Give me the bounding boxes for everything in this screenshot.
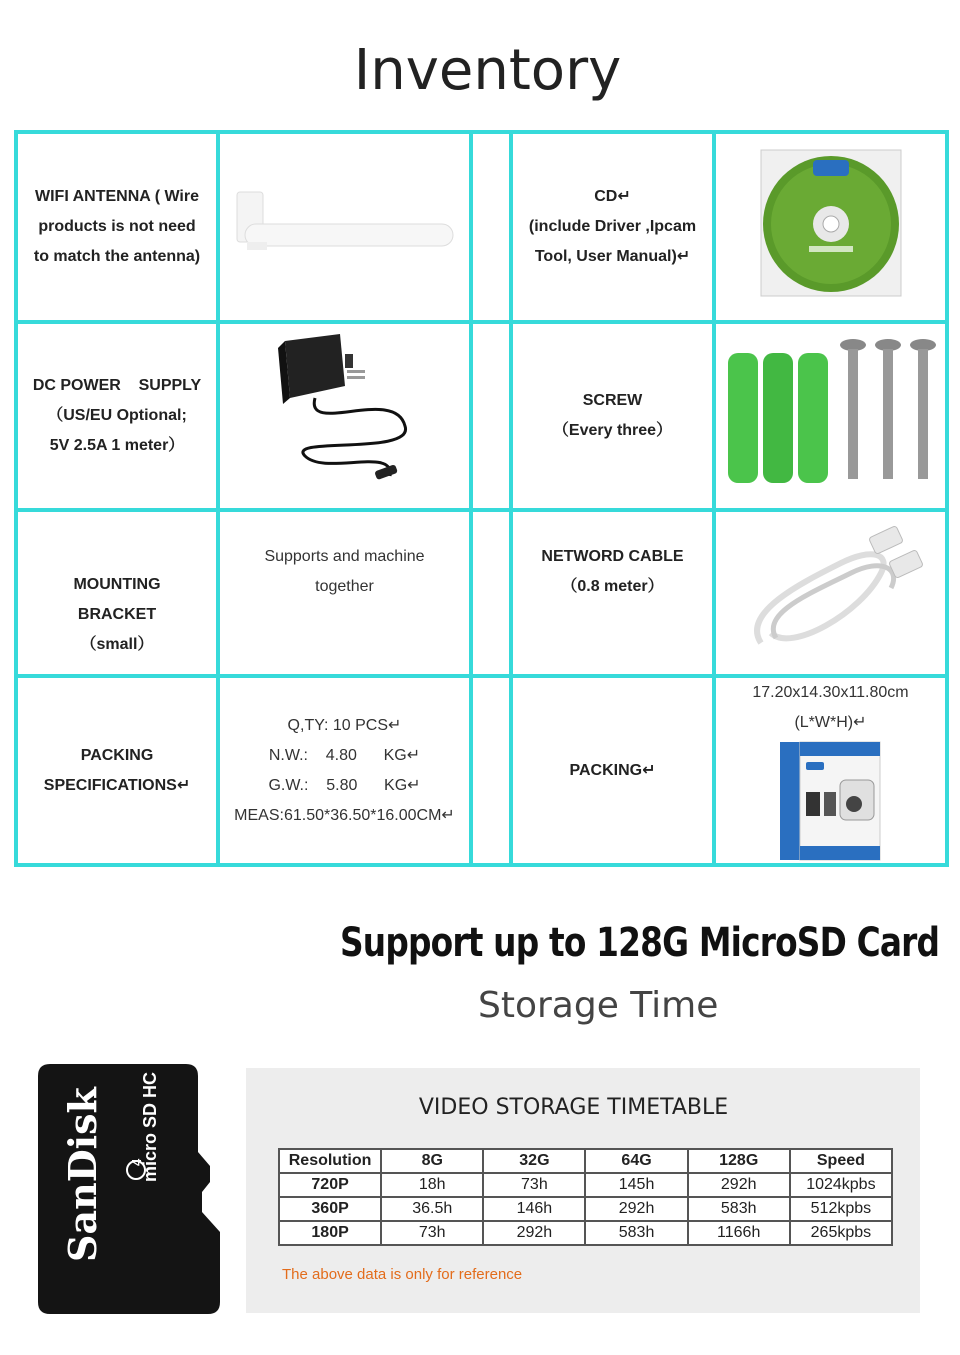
table-row [16, 510, 947, 676]
table-cell: 1166h [688, 1221, 790, 1245]
table-cell: 292h [483, 1221, 585, 1245]
page-title: Inventory [353, 38, 622, 103]
microsd-card-image [36, 1062, 226, 1317]
item-label-antenna: WIFI ANTENNA ( Wire products is not need to match the antenna) [16, 132, 218, 322]
antenna-image [218, 132, 471, 322]
card-class: 4 [129, 1158, 144, 1166]
table-row [16, 322, 947, 510]
column-header: Speed [790, 1149, 892, 1173]
table-cell: 360P [279, 1197, 381, 1221]
table-cell: 145h [585, 1173, 687, 1197]
storage-timetable [278, 1148, 893, 1246]
table-cell: 583h [688, 1197, 790, 1221]
network-cable-image [714, 510, 947, 676]
column-header: 8G [381, 1149, 483, 1173]
spacer-cell [471, 510, 511, 676]
table-cell: 73h [381, 1221, 483, 1245]
power-adapter-image [218, 322, 471, 510]
item-label-packing-specs: PACKING SPECIFICATIONS↵ [16, 676, 218, 865]
product-box-image [776, 738, 886, 863]
packing-specs-values: Q,TY: 10 PCS↵ N.W.: 4.80 KG↵ G.W.: 5.80 KG↵ MEAS:61.50*36.50*16.00CM↵ [218, 676, 471, 865]
table-header-row [279, 1149, 892, 1173]
screws-image [714, 322, 947, 510]
column-header: Resolution [279, 1149, 381, 1173]
mounting-bracket-description: Supports and machine together [218, 510, 471, 676]
table-row [279, 1221, 892, 1245]
spacer-cell [471, 132, 511, 322]
cd-image [714, 132, 947, 322]
spacer-cell [471, 322, 511, 510]
table-cell: 292h [688, 1173, 790, 1197]
table-cell: 720P [279, 1173, 381, 1197]
table-row [279, 1197, 892, 1221]
inventory-table [14, 130, 949, 867]
column-header: 64G [585, 1149, 687, 1173]
table-row [279, 1173, 892, 1197]
table-cell: 583h [585, 1221, 687, 1245]
card-type: micro SD HC [140, 1071, 160, 1182]
storage-headline: Support up to 128G MicroSD Card [340, 920, 940, 966]
card-brand: SanDisk [60, 1087, 105, 1262]
table-cell: 180P [279, 1221, 381, 1245]
reference-note: The above data is only for reference [282, 1266, 523, 1283]
item-label-mounting-bracket: MOUNTING BRACKET （small） [16, 510, 218, 676]
spacer-cell [471, 676, 511, 865]
item-label-screw: SCREW （Every three） [511, 322, 714, 510]
table-cell: 512kpbs [790, 1197, 892, 1221]
item-label-power-supply: DC POWER SUPPLY （US/EU Optional; 5V 2.5A 1 meter） [16, 322, 218, 510]
timetable-title: VIDEO STORAGE TIMETABLE [418, 1095, 729, 1120]
box-dimensions-unit: (L*W*H)↵ [794, 714, 867, 731]
table-cell: 292h [585, 1197, 687, 1221]
box-dimensions: 17.20x14.30x11.80cm [752, 684, 909, 701]
table-cell: 18h [381, 1173, 483, 1197]
storage-subtitle: Storage Time [478, 985, 719, 1026]
table-cell: 36.5h [381, 1197, 483, 1221]
table-cell: 73h [483, 1173, 585, 1197]
table-cell: 1024kpbs [790, 1173, 892, 1197]
storage-timetable-panel [246, 1068, 920, 1313]
table-row [16, 676, 947, 865]
table-cell: 265kpbs [790, 1221, 892, 1245]
column-header: 32G [483, 1149, 585, 1173]
table-cell: 146h [483, 1197, 585, 1221]
item-label-packing: PACKING↵ [511, 676, 714, 865]
packing-box-cell [714, 676, 947, 865]
table-row [16, 132, 947, 322]
item-label-cd: CD↵ (include Driver ,Ipcam Tool, User Manual)↵ [511, 132, 714, 322]
item-label-network-cable: NETWORD CABLE （0.8 meter） [511, 510, 714, 676]
column-header: 128G [688, 1149, 790, 1173]
